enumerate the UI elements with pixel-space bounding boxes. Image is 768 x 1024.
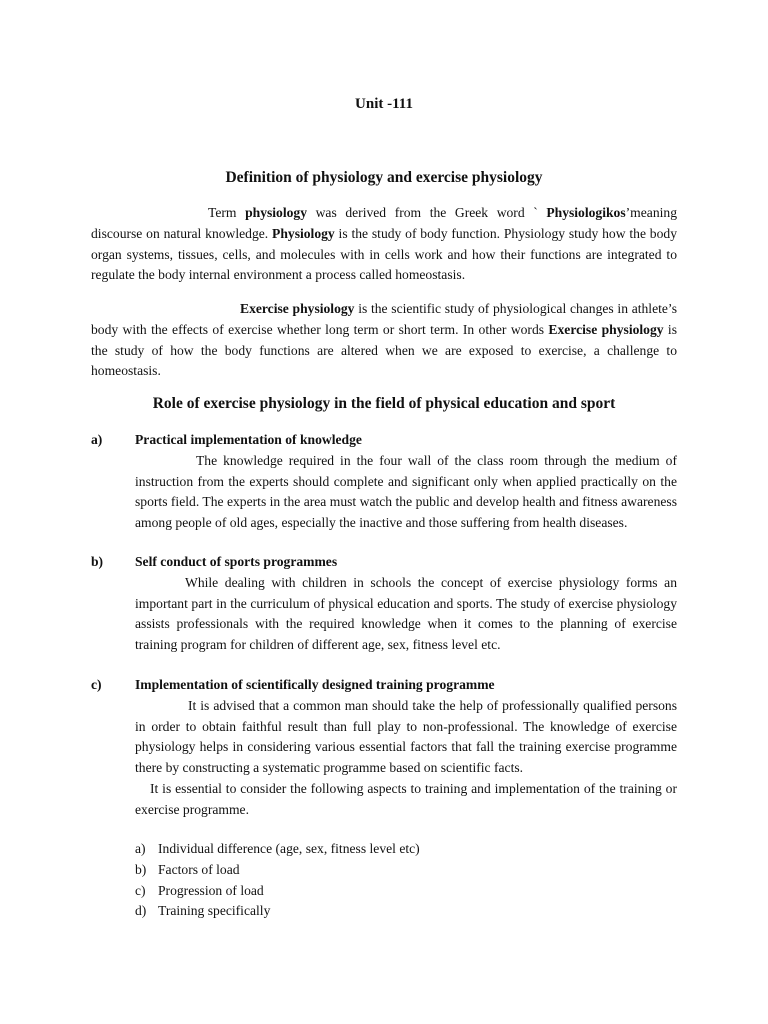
- heading-role: Role of exercise physiology in the field of physical education and sport: [152, 395, 616, 412]
- bold-term-exercise-physiology-2: Exercise physiology: [548, 321, 664, 337]
- text-run: was derived from the Greek word `: [307, 205, 547, 220]
- section-title: Self conduct of sports programmes: [135, 554, 338, 569]
- list-text: Training specifically: [158, 903, 271, 919]
- list-text: Factors of load: [158, 861, 240, 877]
- section-marker: a): [91, 432, 103, 447]
- list-item: [135, 881, 677, 902]
- text-run: Term: [208, 205, 246, 220]
- section-text: It is advised that a common man should take the help of professionally qualified persons in order to obtain faithful result than full play to non-professional. The knowledge of exercise physiology helps in considering various essential factors that fall the training exercise programme there by constructing a systematic programme based on scientific facts.: [135, 697, 677, 776]
- list-marker: d): [135, 903, 147, 919]
- section-heading: [91, 430, 677, 451]
- section-marker: b): [91, 554, 104, 569]
- list-text: Individual difference (age, sex, fitness level etc): [158, 841, 420, 856]
- section-body-2: [135, 779, 677, 821]
- section-body: [135, 451, 677, 534]
- section-heading: [91, 552, 677, 573]
- paragraph-physiology-definition: [91, 203, 677, 286]
- section-body: [135, 696, 677, 779]
- text-run: is the study of body function. Physiology study how the body organ systems, tissues, cells, and molecules with in cells work and how their functions are integrated to regulate the body internal environment a process called homeostasis.: [91, 225, 677, 283]
- list-marker: b): [135, 861, 147, 877]
- list-text: Progression of load: [158, 882, 264, 898]
- section-marker: c): [91, 677, 102, 692]
- section-title: Implementation of scientifically designed training programme: [135, 677, 495, 692]
- paragraph-exercise-physiology-definition: [91, 299, 677, 382]
- section-text: While dealing with children in schools the concept of exercise physiology forms an important part in the curriculum of physical education and sports. The study of exercise physiology assists professionals with the required knowledge when it comes to the planning of exercise training program for children of different age, sex, fitness level etc.: [135, 574, 677, 653]
- section-title: Practical implementation of knowledge: [135, 432, 362, 447]
- section-body: [135, 573, 677, 656]
- section-text-2: It is essential to consider the following aspects to training and implementation of the training or exercise programme.: [135, 780, 677, 817]
- section-b: [91, 552, 677, 656]
- section-text: The knowledge required in the four wall of the class room through the medium of instruction from the experts should complete and significant only when applied practically on the sports field. The experts in the area must watch the public and develop health and fitness awareness among people of old ages, especially the inactive and those suffering from health diseases.: [135, 452, 677, 531]
- text-run: ’meaning discourse on natural knowledge.: [91, 205, 677, 241]
- text-run: is the study of how the body functions are altered when we are exposed to exercise, a challenge to homeostasis.: [91, 321, 677, 379]
- bold-term-exercise-physiology: Exercise physiology: [240, 301, 355, 316]
- list-marker: a): [135, 841, 146, 856]
- list-item: [135, 901, 677, 922]
- section-c: [91, 675, 677, 821]
- bold-term-physiology: physiology: [245, 205, 308, 220]
- bold-term-physiology-2: Physiology: [272, 225, 335, 241]
- section-a: [91, 430, 677, 534]
- unit-title: Unit -111: [355, 96, 413, 112]
- aspects-list: [135, 839, 677, 922]
- text-run: is the scientific study of physiological changes in athlete’s body with the effects of exercise whether long term or short term. In other words: [91, 301, 677, 337]
- section-heading: [91, 675, 677, 696]
- heading-definition: Definition of physiology and exercise physiology: [225, 169, 543, 186]
- list-item: [135, 839, 677, 860]
- bold-term-physiologikos: Physiologikos: [546, 205, 626, 220]
- list-item: [135, 860, 677, 881]
- list-marker: c): [135, 882, 146, 898]
